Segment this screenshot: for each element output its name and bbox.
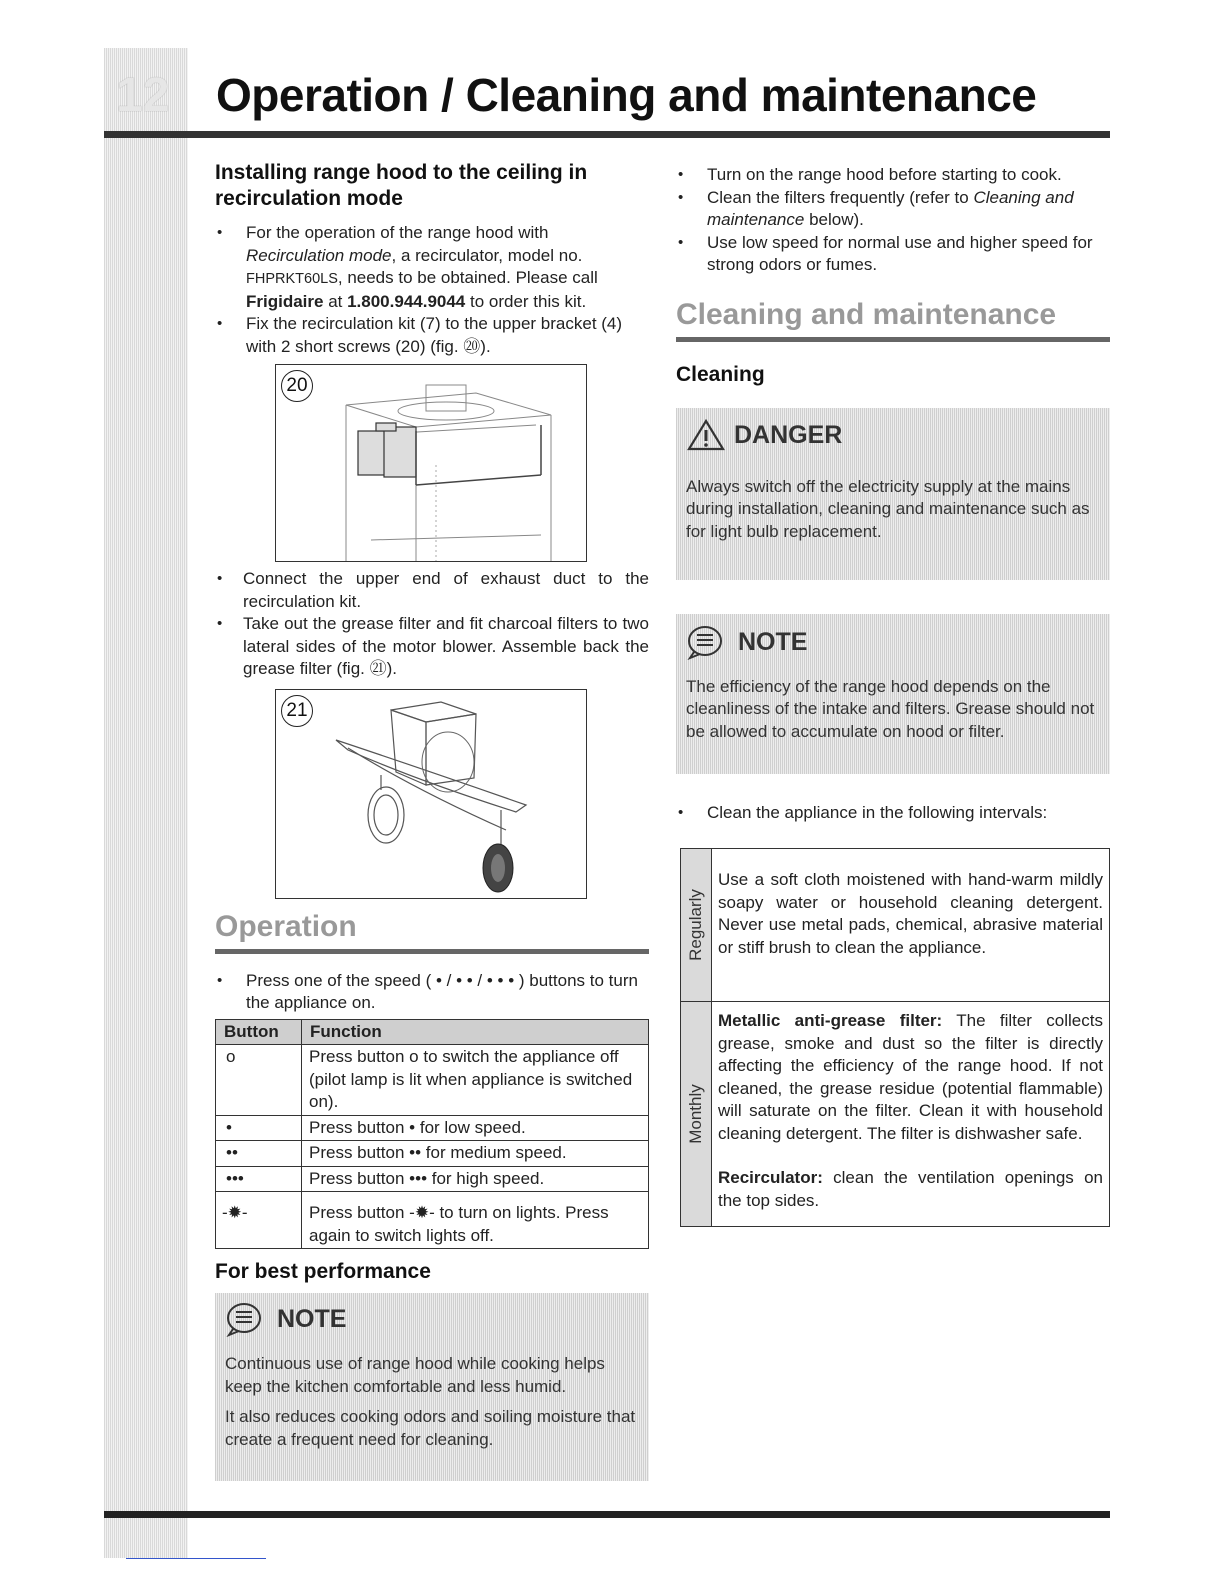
figure-21 <box>275 689 587 899</box>
list-item: • Clean the filters frequently (refer to Cleaning and maintenance below). <box>676 187 1110 232</box>
note-title-row <box>225 1301 639 1337</box>
install-heading: Installing range hood to the ceiling in recirculation mode <box>215 161 588 210</box>
brand-name: Frigidaire <box>246 291 324 311</box>
right-column <box>676 160 1110 1227</box>
note-title: NOTE <box>738 627 808 656</box>
danger-box <box>676 408 1110 580</box>
note-paragraph: Continuous use of range hood while cooking helps keep the kitchen comfortable and less humid. <box>225 1354 605 1396</box>
note-title-row <box>686 624 1100 660</box>
charcoal-filter-illustration <box>276 690 586 898</box>
table-header <box>216 1019 649 1045</box>
interval-label: Regularly <box>685 889 705 961</box>
phone-number: 1.800.944.9044 <box>347 291 466 311</box>
install-list <box>215 222 649 358</box>
cleaning-intervals-table <box>680 848 1110 1227</box>
column-header-function: Function <box>302 1019 649 1045</box>
note-paragraph: It also reduces cooking odors and soiling moisture that create a frequent need for cleaning. <box>225 1407 636 1449</box>
list-item: • Connect the upper end of exhaust duct to the recirculation kit. <box>215 568 649 613</box>
note-text: The efficiency of the range hood depends on the cleanliness of the intake and filters. Grease should not be allowed to accumulate on hood or filter. <box>686 676 1095 741</box>
table-row <box>216 1045 649 1116</box>
list-item: • Use low speed for normal use and higher speed for strong odors or fumes. <box>676 232 1110 277</box>
recirculation-mode-text: Recirculation mode <box>246 245 392 265</box>
interval-label: Monthly <box>685 1084 705 1144</box>
best-performance-note <box>215 1293 649 1481</box>
table-row <box>216 1115 649 1141</box>
interval-label-cell <box>681 849 712 1002</box>
list-item: • Fix the recirculation kit (7) to the upper bracket (4) with 2 short screws (20) (fig. ⑳). <box>215 313 649 358</box>
list-item: • Clean the appliance in the following intervals: <box>676 802 1110 825</box>
footer-link-line <box>126 1558 266 1559</box>
interval-label-cell <box>681 1002 712 1227</box>
figure-number: 20 <box>281 370 313 402</box>
interval-text: Use a soft cloth moistened with hand-warm mildly soapy water or household cleaning detergent. Never use metal pads, chemical, abrasive material or stiff brush to clean the appliance. <box>712 849 1110 1002</box>
page-number: 12 <box>116 69 170 122</box>
page-title: Operation / Cleaning and maintenance <box>216 69 1037 121</box>
operation-rule <box>215 949 649 954</box>
connect-list <box>215 568 649 681</box>
danger-title: DANGER <box>734 420 843 449</box>
list-item: • Take out the grease filter and fit charcoal filters to two lateral sides of the motor blower. Assemble back the grease filter (fig. ㉑). <box>215 613 649 681</box>
button-cell: -✹- <box>216 1192 302 1249</box>
table-row <box>681 849 1110 1002</box>
cross-reference: Cleaning and maintenance <box>707 187 1074 229</box>
cleaning-heading: Cleaning <box>676 362 765 386</box>
table-row <box>216 1166 649 1192</box>
column-header-button: Button <box>216 1019 302 1045</box>
operation-heading: Operation <box>215 909 357 943</box>
button-cell: • <box>216 1115 302 1141</box>
note-icon <box>686 624 726 660</box>
recirculation-kit-illustration <box>276 365 586 561</box>
table-row <box>681 1002 1110 1227</box>
function-cell: Press button ••• for high speed. <box>302 1166 649 1192</box>
interval-text <box>712 1002 1110 1227</box>
note-title: NOTE <box>277 1305 347 1333</box>
metal-filter-paragraph: Metallic anti-grease filter: The filter collects grease, smoke and dust so the filter is directly affecting the efficiency of the range hood. If not cleaned, the grease residue (potential flammable) will saturate on the filter. Clean it with household cleaning detergent. The filter is dishwasher safe. <box>718 1011 1103 1143</box>
danger-title-row <box>686 418 1100 452</box>
button-cell: o <box>216 1045 302 1116</box>
button-cell: •• <box>216 1141 302 1167</box>
figure-20 <box>275 364 587 562</box>
intervals-list <box>676 802 1110 825</box>
left-column <box>215 160 649 1481</box>
recirculator-paragraph: Recirculator: clean the ventilation openings on the top sides. <box>718 1168 1103 1210</box>
function-cell: Press button o to switch the appliance off (pilot lamp is lit when appliance is switched on). <box>302 1045 649 1116</box>
function-cell: Press button •• for medium speed. <box>302 1141 649 1167</box>
cleaning-maintenance-heading: Cleaning and maintenance <box>676 297 1057 331</box>
bottom-rule <box>104 1511 1110 1518</box>
list-item: • Turn on the range hood before starting to cook. <box>676 164 1110 187</box>
danger-text: Always switch off the electricity supply at the mains during installation, cleaning and maintenance such as for light bulb replacement. <box>686 476 1090 541</box>
cleaning-maintenance-rule <box>676 337 1110 342</box>
tips-list <box>676 164 1110 277</box>
list-item: • Press one of the speed ( • / • • / • • • ) buttons to turn the appliance on. <box>215 970 649 1015</box>
button-cell: ••• <box>216 1166 302 1192</box>
table-row <box>216 1192 649 1249</box>
list-item: • For the operation of the range hood with Recirculation mode, a recirculator, model no. FHPRKT60LS, needs to be obtained. Please call Frigidaire at 1.800.944.9044 to order this kit. <box>215 222 649 313</box>
button-function-table <box>215 1019 649 1250</box>
best-performance-heading: For best performance <box>215 1260 431 1283</box>
note-icon <box>225 1301 265 1337</box>
sidebar-stripe <box>104 48 188 1558</box>
table-row <box>216 1141 649 1167</box>
operation-list <box>215 970 649 1015</box>
warning-triangle-icon <box>686 418 726 452</box>
figure-number: 21 <box>281 695 313 727</box>
note-box <box>676 614 1110 774</box>
title-rule <box>104 131 1110 138</box>
function-cell: Press button -✹- to turn on lights. Press again to switch lights off. <box>302 1192 649 1249</box>
model-number: FHPRKT60LS <box>246 271 338 287</box>
function-cell: Press button • for low speed. <box>302 1115 649 1141</box>
